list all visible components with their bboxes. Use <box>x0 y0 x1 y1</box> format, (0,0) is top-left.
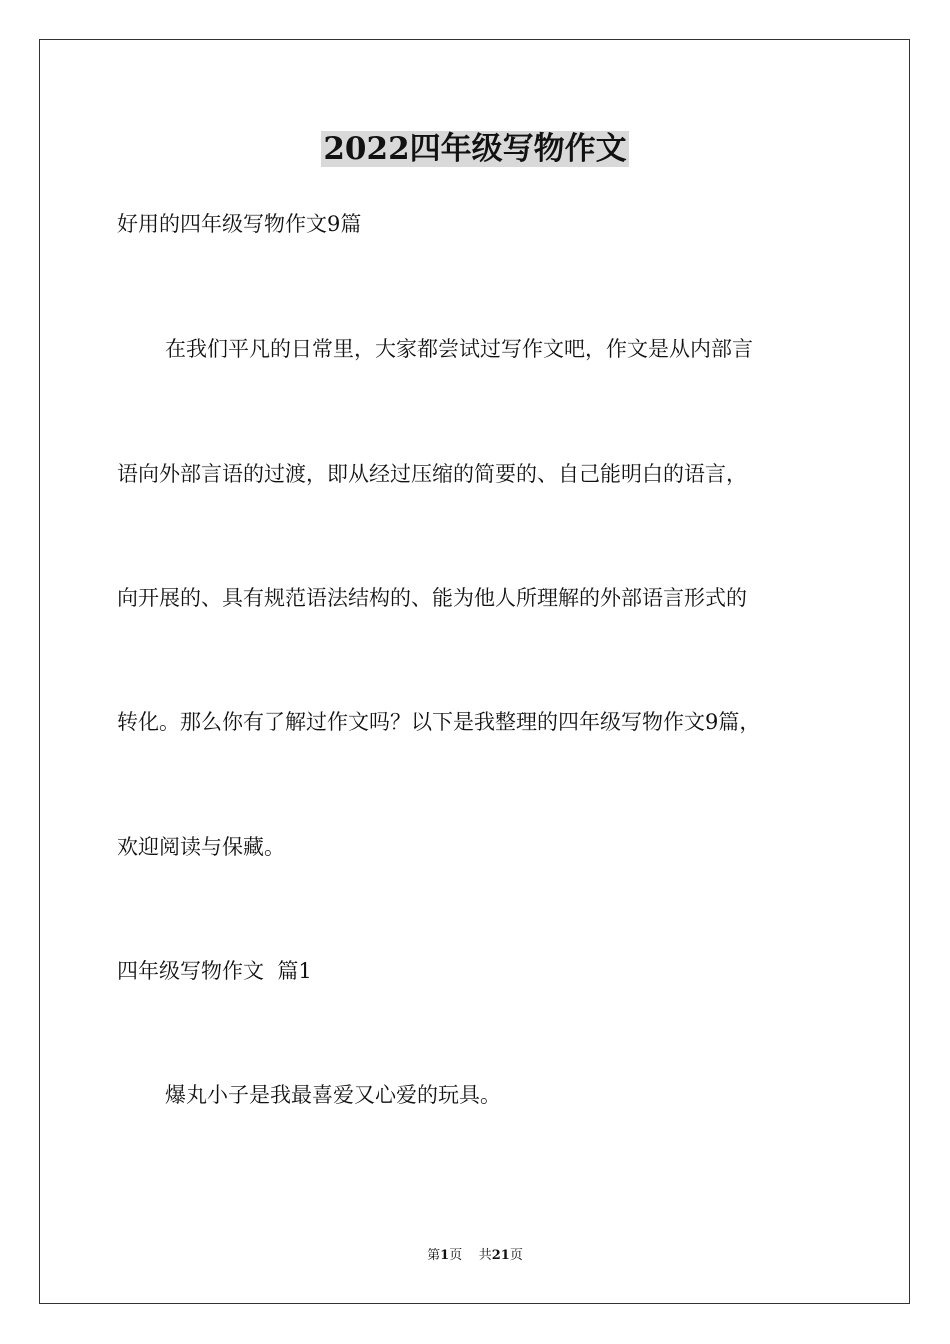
footer-page-prefix: 第 <box>427 1248 441 1263</box>
footer-total-prefix: 共 <box>478 1248 492 1263</box>
footer-page-number: 1 <box>440 1248 450 1263</box>
footer-total-suffix: 页 <box>509 1248 523 1263</box>
page-footer <box>0 1247 950 1265</box>
intro-line-2: 语向外部言语的过渡，即从经过压缩的简要的、自己能明白的语言， <box>117 462 747 486</box>
document-subtitle: 好用的四年级写物作文9篇 <box>117 212 362 236</box>
intro-line-1: 在我们平凡的日常里，大家都尝试过写作文吧，作文是从内部言 <box>165 337 753 361</box>
intro-line-5: 欢迎阅读与保藏。 <box>117 835 285 859</box>
section-heading: 四年级写物作文 篇1 <box>117 959 312 983</box>
document-title-text: 2022四年级写物作文 <box>323 131 627 167</box>
body-line-1: 爆丸小子是我最喜爱又心爱的玩具。 <box>165 1083 501 1107</box>
intro-line-3: 向开展的、具有规范语法结构的、能为他人所理解的外部语言形式的 <box>117 586 747 610</box>
footer-total-pages: 21 <box>491 1248 510 1263</box>
document-title <box>0 128 950 170</box>
intro-line-4: 转化。那么你有了解过作文吗？以下是我整理的四年级写物作文9篇， <box>117 710 761 734</box>
footer-page-suffix: 页 <box>449 1248 463 1263</box>
